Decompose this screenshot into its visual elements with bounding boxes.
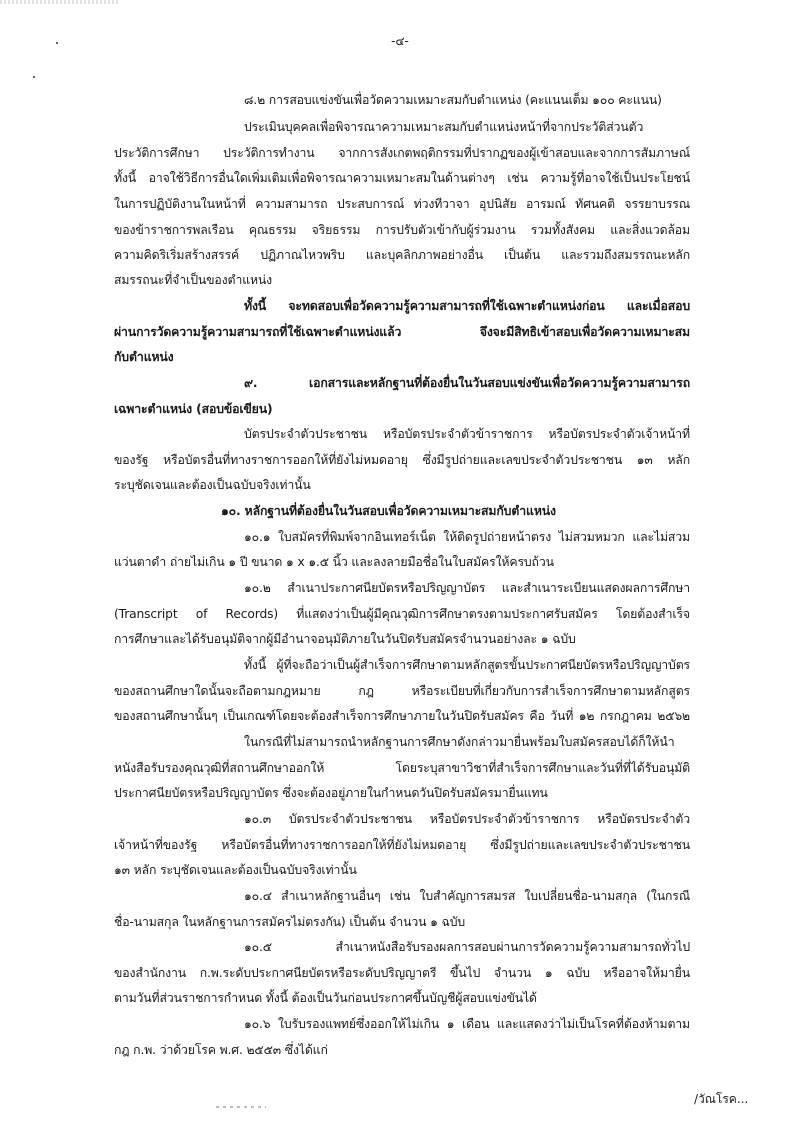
item-10-2-note: ของสถานศึกษานั้นๆ เป็นเกณฑ์โดยจะต้องสำเร็จการศึกษาภายในวันปิดรับสมัคร คือ วันที่ ๑๒ กรกฎาคม ๒๕๖๒ xyxy=(114,709,690,723)
scan-artifact xyxy=(0,0,120,4)
item-10-2-case: ในกรณีที่ไม่สามารถนำหลักฐานการศึกษาดังกล่าวมายื่นพร้อมใบสมัครสอบได้ก็ให้นำ xyxy=(244,735,675,749)
item-10-4: ชื่อ-นามสกุล ในหลักฐานการสมัครไม่ตรงกัน) เป็นต้น จำนวน ๑ ฉบับ xyxy=(114,915,466,929)
paragraph-line: ระบุชัดเจนและต้องเป็นฉบับจริงเท่านั้น xyxy=(114,478,311,492)
item-10-1: ๑๐.๑ ใบสมัครที่พิมพ์จากอินเทอร์เน็ต ให้ติดรูปถ่ายหน้าตรง ไม่สวมหมวก และไม่สวม xyxy=(244,530,690,544)
paragraph-line: ประวัติการศึกษา ประวัติการทำงาน จากการสังเกตพฤติกรรมที่ปรากฏของผู้เข้าสอบและจากการสัมภาษณ์ xyxy=(114,146,690,160)
item-10-2-case: หนังสือรับรองคุณวุฒิที่สถานศึกษาออกให้ โดยระบุสาขาวิชาที่สำเร็จการศึกษาและวันที่ที่ได้รับอนุมัติ xyxy=(114,761,690,775)
item-10-2-note: ทั้งนี้ ผู้ที่จะถือว่าเป็นผู้สำเร็จการศึกษาตามหลักสูตรขั้นประกาศนียบัตรหรือปริญญาบัตร xyxy=(244,658,690,672)
paragraph-line: ของรัฐ หรือบัตรอื่นที่ทางราชการออกให้ที่ยังไม่หมดอายุ ซึ่งมีรูปถ่ายและเลขประจำตัวประชาชน ๑๓ หลัก xyxy=(114,453,690,467)
item-10-3: เจ้าหน้าที่ของรัฐ หรือบัตรอื่นที่ทางราชการออกให้ที่ยังไม่หมดอายุ ซึ่งมีรูปถ่ายและเลขประจำตัวประชาชน xyxy=(114,838,690,852)
continuation-marker: /วัณโรค... xyxy=(694,1092,749,1106)
item-10-2: ๑๐.๒ สำเนาประกาศนียบัตรหรือปริญญาบัตร และสำเนาระเบียนแสดงผลการศึกษา xyxy=(244,581,690,595)
section-8-2-note: ทั้งนี้ จะทดสอบเพื่อวัดความรู้ความสามารถที่ใช้เฉพาะตำแหน่งก่อน และเมื่อสอบ xyxy=(244,299,690,313)
paragraph-line: บัตรประจำตัวประชาชน หรือบัตรประจำตัวข้าราชการ หรือบัตรประจำตัวเจ้าหน้าที่ xyxy=(244,427,690,441)
paragraph-line: ความคิดริเริ่มสร้างสรรค์ ปฏิภาณไหวพริบ และบุคลิกภาพอย่างอื่น เป็นต้น และรวมถึงสมรรถนะหลัก xyxy=(114,248,690,262)
item-10-6: กฎ ก.พ. ว่าด้วยโรค พ.ศ. ๒๕๕๓ ซึ่งได้แก่ xyxy=(114,1043,328,1057)
item-10-5: ของสำนักงาน ก.พ.ระดับประกาศนียบัตรหรือระดับปริญญาตรี ขึ้นไป จำนวน ๑ ฉบับ หรืออาจให้มายื่น xyxy=(114,966,690,980)
item-10-5: ๑๐.๕ สำเนาหนังสือรับรองผลการสอบผ่านการวัดความรู้ความสามารถทั่วไป xyxy=(244,940,690,954)
paragraph-line: ของข้าราชการพลเรือน คุณธรรม จริยธรรม การปรับตัวเข้ากับผู้ร่วมงาน รวมทั้งสังคม และสิ่งแวดล้อม xyxy=(114,223,690,237)
item-10-2: (Transcript of Records) ที่แสดงว่าเป็นผู้มีคุณวุฒิการศึกษาตรงตามประกาศรับสมัคร โดยต้องสำเร็จ xyxy=(114,607,690,621)
section-9-heading: เฉพาะตำแหน่ง (สอบข้อเขียน) xyxy=(114,402,273,416)
section-8-2-note: กับตำแหน่ง xyxy=(114,350,174,364)
section-8-2-note: ผ่านการวัดความรู้ความสามารถที่ใช้เฉพาะตำแหน่งแล้ว จึงจะมีสิทธิเข้าสอบเพื่อวัดความเหมาะสม xyxy=(114,325,690,339)
paragraph-line: ประเมินบุคคลเพื่อพิจารณาความเหมาะสมกับตำแหน่งหน้าที่จากประวัติส่วนตัว xyxy=(244,120,644,134)
scan-speck xyxy=(33,76,35,78)
paragraph-line: ทั้งนี้ อาจใช้วิธีการอื่นใดเพิ่มเติมเพื่อพิจารณาความเหมาะสมในด้านต่างๆ เช่น ความรู้ที่อาจใช้เป็นประโยชน์ xyxy=(114,171,690,185)
paragraph-line: สมรรถนะที่จำเป็นของตำแหน่ง xyxy=(114,273,273,287)
item-10-2-case: ประกาศนียบัตรหรือปริญญาบัตร ซึ่งจะต้องอยู่ภายในกำหนดวันปิดรับสมัครมายื่นแทน xyxy=(114,786,548,800)
item-10-1: แว่นตาดำ ถ่ายไม่เกิน ๑ ปี ขนาด ๑ x ๑.๕ นิ้ว และลงลายมือชื่อในใบสมัครให้ครบถ้วน xyxy=(114,555,554,569)
section-10-heading: ๑๐. หลักฐานที่ต้องยื่นในวันสอบเพื่อวัดความเหมาะสมกับตำแหน่ง xyxy=(221,504,556,518)
item-10-2: การศึกษาและได้รับอนุมัติจากผู้มีอำนาจอนุมัติภายในวันปิดรับสมัครจำนวนอย่างละ ๑ ฉบับ xyxy=(114,632,576,646)
item-10-3: ๑๓ หลัก ระบุชัดเจนและต้องเป็นฉบับจริงเท่านั้น xyxy=(114,863,357,877)
page-number: -๔- xyxy=(391,34,409,48)
item-10-4: ๑๐.๔ สำเนาหลักฐานอื่นๆ เช่น ใบสำคัญการสมรส ใบเปลี่ยนชื่อ-นามสกุล (ในกรณี xyxy=(244,889,690,903)
item-10-3: ๑๐.๓ บัตรประจำตัวประชาชน หรือบัตรประจำตัวข้าราชการ หรือบัตรประจำตัว xyxy=(244,812,690,826)
item-10-2-note: ของสถานศึกษาใดนั้นจะถือตามกฎหมาย กฎ หรือระเบียบที่เกี่ยวกับการสำเร็จการศึกษาตามหลักสูตร xyxy=(114,684,690,698)
section-9-heading: ๙. เอกสารและหลักฐานที่ต้องยื่นในวันสอบแข่งขันเพื่อวัดความรู้ความสามารถ xyxy=(244,376,690,390)
section-8-2-heading: ๘.๒ การสอบแข่งขันเพื่อวัดความเหมาะสมกับตำแหน่ง (คะแนนเต็ม ๑๐๐ คะแนน) xyxy=(244,93,662,107)
item-10-6: ๑๐.๖ ใบรับรองแพทย์ซึ่งออกให้ไม่เกิน ๑ เดือน และแสดงว่าไม่เป็นโรคที่ต้องห้ามตาม xyxy=(244,1017,690,1031)
scan-artifact xyxy=(216,1106,266,1108)
item-10-5: ตามวันที่ส่วนราชการกำหนด ทั้งนี้ ต้องเป็นวันก่อนประกาศขึ้นบัญชีผู้สอบแข่งขันได้ xyxy=(114,991,537,1005)
paragraph-line: ในการปฏิบัติงานในหน้าที่ ความสามารถ ประสบการณ์ ท่วงทีวาจา อุปนิสัย อารมณ์ ทัศนคติ จรรยาบรรณ xyxy=(114,197,690,211)
